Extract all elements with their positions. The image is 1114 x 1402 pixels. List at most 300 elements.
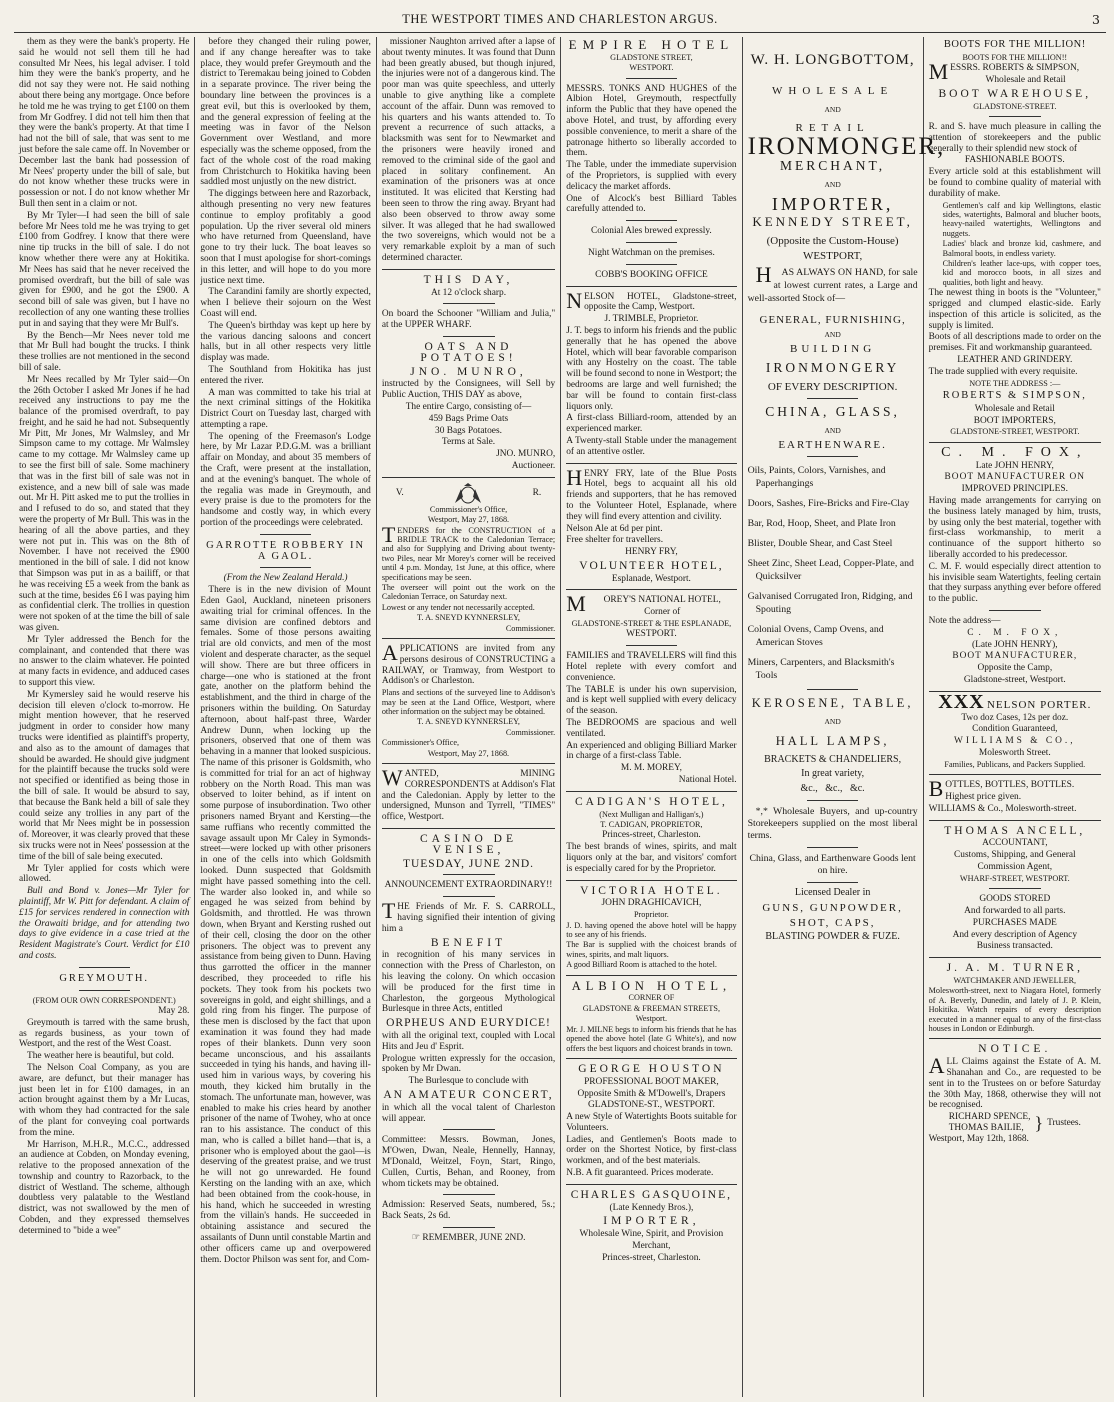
fry-body: HENRY FRY, late of the Blue Posts Hotel, begs to acquaint all his old friends and supporters, that he has removed to the Volunteer Hotel, Esplanade, where they will find every attention and civility. (566, 464, 737, 522)
notice-ad (929, 1044, 1101, 1144)
empire-body: MESSRS. TONKS AND HUGHES of the Albion Hotel, Greymouth, respectfully inform the Public that they have opened the above Hotel, and trust, by affording every possible convenience, to merit a share of the patronage hitherto so liberally accorded to them. (566, 83, 737, 159)
article-paragraph: Mr Kymersley said he would reserve his decision till eleven o'clock to-morrow. He might mention however, that he reserved judgment in order to consider how many trucks were identified as plaintiff's property, and also as to the amount of damages that should be awarded. He should give judgment for the plaintiff because the trucks sold were not specified or identified as being those in the bill of sale. It would be absurd to say, that because the Bank held a bill of sale they could seize any trollies in any part of the world that Mr Nees might be in possession of. Moreover, it was clearly proved that these six trucks were not in Nees' possession at the time of the bill of sale being executed. (19, 689, 190, 862)
royal-crest-icon (451, 483, 485, 505)
boots-leather: LEATHER AND GRINDERY. (957, 355, 1073, 366)
victoria-name: JOHN DRAGHICAVICH, (601, 898, 702, 909)
morey-body: FAMILIES and TRAVELLERS will find this Hotel replete with every comfort and convenience. (566, 651, 737, 683)
column-3 (377, 37, 561, 1397)
byline: (FROM OUR OWN CORRESPONDENT.) (32, 995, 176, 1005)
divider (929, 774, 1101, 775)
stock-item: Miners, Carpenters, and Blacksmith's Tools (747, 657, 895, 682)
tender-office: Commissioner's Office, (429, 504, 508, 514)
auction-sign: JNO. MUNRO, (496, 449, 556, 460)
notice-date: Westport, May 12th, 1868. (928, 1133, 1029, 1144)
casino-body6: in which all the vocal talent of Charleston will appear. (381, 1102, 556, 1124)
empire-street: GLADSTONE STREET, (610, 52, 693, 62)
notice-trustees-label: Trustees. (1047, 1117, 1081, 1128)
casino-title: CASINO DE VENISE, (420, 832, 518, 856)
porter-body3: Families, Publicans, and Packers Supplied. (944, 759, 1086, 769)
morey-body4: An experienced and obliging Billiard Marker in charge of a first-class Table. (566, 740, 737, 762)
applications-date: Westport, May 27, 1868. (427, 748, 510, 758)
divider (443, 896, 495, 897)
wanted-ad (381, 765, 556, 823)
longbottom-every: OF EVERY DESCRIPTION. (767, 380, 898, 393)
fox-note: Note the address— (928, 615, 1001, 626)
applications-body: APPLICATIONS are invited from any persons desirous of CONSTRUCTING a RAILWAY, or Tramway, from Westport to Addison's or Charleston. (381, 639, 556, 687)
casino-body5: The Burlesque to conclude with (408, 1076, 529, 1087)
porter-body: Two doz Cases, 12s per doz. (961, 712, 1069, 723)
divider (443, 874, 495, 875)
fox-addr: Gladstone-street, Westport. (963, 674, 1066, 685)
article-paragraph: missioner Naughton arrived after a lapse of about twenty minutes. It was found that Dunn had been greatly abused, but though injured, the injuries were not of a dangerous kind. The poor man was quite speechless, and utterly unable to give anything like a complete account of the affair. Dunn was removed to his quarters and his wants attended to. To prevent a recurrence of such attacks, a blacksmith was sent for to Newmarket and the prisoners were heavily ironed and removed to the criminal side of the gaol and placed in solitary confinement. An examination of the prisoners was at once instituted. It was elicited that Kersting had been seen to throw the ring away. Bryant had also been observed to throw away some silver. It was alleged that he had swallowed the two sovereigns, which would not be a very remarkable exploit by a man of such determined character. (381, 37, 556, 263)
casino-admission: Admission: Reserved Seats, numbered, 5s.; Back Seats, 2s 6d. (381, 1200, 556, 1222)
casino-show: ORPHEUS AND EURYDICE! (386, 1017, 551, 1030)
cadigan-sub: (Next Mulligan and Halligan's,) (599, 809, 704, 819)
albion-town: Westport. (635, 1014, 668, 1024)
article-paragraph: before they changed their ruling power, and if any change hereafter was to take place, they would prefer Greymouth and the district to Teremakau being joined to Cobden in a separate province. The river being the boundary line between the provinces is a great evil, but this is overlooked by them, and the general expression of feeling at the meeting was in favor of the Nelson Government over Westland, and more especially was the scheme opposed, from the fact of the whole cost of the road making from Christchurch to Hokitika having been saddled most unjustly on the new district. (200, 37, 371, 188)
cadigan-addr: Princes-street, Charleston. (602, 830, 701, 841)
albion-addr: GLADSTONE & FREEMAN STREETS, (582, 1003, 721, 1013)
article-paragraph: By Mr Tyler—I had seen the bill of sale before Mr Nees told me he was trying to get £100 from Godfrey. I know that there were nine tip trucks in the bill of sale. I do not know whether there were any at Hokitika. Mr Nees has said that he never received the promised overdraft, but the bill of sale was given for £900, and he got the £900. A second bill of sale was given, but I have no recollection of any one wanting these trollies put in and saying that they were Mr Bull's. (19, 210, 190, 329)
article-paragraph: The Queen's birthday was kept up here by the various dancing saloons and concert halls, but in all other respects very little display was made. (200, 320, 371, 364)
casino-concert: AN AMATEUR CONCERT, (383, 1088, 554, 1101)
boots-street2: GLADSTONE-STREET, WESTPORT. (950, 427, 1080, 437)
article-paragraph: Mr Tyler applied for costs which were allowed. (19, 863, 190, 885)
houston-sub: PROFESSIONAL BOOT MAKER, (584, 1076, 719, 1087)
longbottom-street: KENNEDY STREET, (752, 214, 913, 230)
and-label: AND (824, 425, 841, 435)
stock-item: Colonial Ovens, Camp Ovens, and American Stoves (747, 624, 884, 649)
morey-role: National Hotel. (678, 775, 737, 786)
applications-sign: T. A. SNEYD KYNNERSLEY, (417, 717, 520, 727)
royal-crest-row (382, 483, 555, 505)
longbottom-china: CHINA, GLASS, (765, 403, 900, 419)
nelson-body3: A first-class Billiard-room, attended by an experienced marker. (566, 413, 737, 435)
morey-hotel-ad (566, 591, 737, 786)
morey-addr: GLADSTONE-STREET & THE ESPLANADE, (571, 619, 732, 629)
applications-role: Commissioner. (505, 727, 556, 737)
notice-trustee-names (949, 1112, 1031, 1134)
auction-sub: On board the Schooner "William and Julia," at the UPPER WHARF. (381, 309, 556, 331)
article-paragraph: Bull and Bond v. Jones—Mr Tyler for plaintiff, Mr W. Pitt for defendant. A claim of £15 for services rendered in connection with the Orawaiti bridge, and for attending two days to give evidence in a case tried at the Resident Magistrate's Court. Verdict for £10 and costs. (19, 886, 190, 961)
notice-trustee: THOMAS BAILIE, (948, 1122, 1024, 1133)
and-label: AND (824, 179, 841, 189)
article-paragraph: Mr Nees recalled by Mr Tyler said—On the 26th October I asked Mr Jones if he had received any instructions to pay me the balance of the promised overdraft, to pay freight, and he said he had not. Subsequently Mr Pitt, Mr Jones, Mr Walmsley, and Mr Simpson came to my cottage. Mr Walmsley came to my cottage. Mr Walmsley came up to see the first bill of sale. Some machinery that was in the first bill of sale was not in existence, and a new bill of sale was made out. Mr H. Pitt asked me to put the trollies in and I refused to do so, and stated that they were the property of Mr Bull. This was in the hearing of all the above parties, and they were not put in. This was on the 8th of November. I have not received the £900 mentioned in the bill of sale. I did not know that Simpson was put in as a bailiff, or that he was receiving £5 a week from the bank as such at the time, besides £6 I was paying him as confidential clerk. The trollies in question were not spoken of at the time the bill of sale was given. (19, 374, 190, 634)
article-paragraph: The opening of the Freemason's Lodge here, by Mr Lazar P.D.G.M. was a brilliant affair on Monday, and about 35 members of the Craft, were present at the installation, and at the evening's banquet. The whole of the regalia was made in Greymouth, and every praise is due to the promoters for the handsome and costly way, in which every portion of the proceedings were celebrated. (200, 431, 371, 529)
victoria-hotel-ad (566, 886, 736, 970)
porter-ad (929, 690, 1101, 769)
morey-name: M. M. MOREY, (620, 763, 682, 774)
gasquoine-role: IMPORTER, (603, 1215, 700, 1228)
section-heading: GREYMOUTH. (59, 972, 150, 984)
pointing-hand-icon: ☞ (411, 1232, 423, 1243)
turner-title: J. A. M. TURNER, (946, 962, 1083, 975)
divider (443, 303, 495, 304)
divider (929, 957, 1101, 958)
divider (807, 689, 858, 690)
ancell-fwd: And forwarded to all parts. (964, 905, 1066, 916)
notice-body: ALL Claims against the Estate of A. M. Shanahan and Co., are requested to be sent in to the Trustees on or before Saturday the 30th May, 1868, otherwise they will not be recognised. (928, 1053, 1101, 1111)
boots-title: BOOTS FOR THE MILLION! (943, 39, 1086, 50)
longbottom-town: WESTPORT, (802, 249, 863, 262)
longbottom-general: GENERAL, FURNISHING, (759, 313, 906, 326)
ancell-addr: WHARF-STREET, WESTPORT. (959, 873, 1070, 883)
empire-town: WESTPORT. (629, 63, 674, 73)
divider (566, 975, 736, 976)
casino-date: TUESDAY, JUNE 2ND. (402, 857, 535, 870)
nelson-prop: J. TRIMBLE, Proprietor. (604, 314, 699, 325)
fox-late2: (Late JOHN HENRY), (971, 639, 1058, 650)
article-paragraph: The Southland from Hokitika has just entered the river. (200, 364, 371, 386)
columns (14, 37, 1106, 1397)
gasquoine-line2: Merchant, (632, 1241, 671, 1252)
column-5 (743, 37, 946, 1397)
divider (989, 610, 1041, 611)
tender-ad (382, 483, 555, 633)
nelson-hotel-ad (566, 287, 737, 458)
casino-body: THE Friends of Mr. F. S. CARROLL, having signified their intention of giving him a (381, 898, 556, 934)
divider (382, 828, 555, 829)
divider (807, 800, 858, 801)
divider (566, 880, 736, 881)
boots-body: R. and S. have much pleasure in calling the attention of storekeepers and the public generally to their splendid new stock of (928, 122, 1101, 154)
victoria-prop: Proprietor. (634, 910, 669, 920)
ancell-title: THOMAS ANCELL, (944, 824, 1086, 837)
cadigan-hotel-ad (566, 797, 736, 875)
ancell-trans: Business transacted. (976, 941, 1053, 952)
albion-title: ALBION HOTEL, (571, 978, 732, 993)
divider (443, 1227, 495, 1228)
fry-name: HENRY FRY, (625, 547, 678, 558)
porter-firm: WILLIAMS & CO., (954, 736, 1076, 747)
victoria-body3: A good Billiard Room is attached to the hotel. (566, 960, 717, 970)
article-heading: GARROTTE ROBBERY IN A GAOL. (206, 539, 366, 562)
boots-wr2: Wholesale and Retail (974, 403, 1055, 414)
boots-title2: BOOTS FOR THE MILLION!! (962, 52, 1068, 62)
gasquoine-sub: (Late Kennedy Bros.), (609, 1202, 694, 1213)
boots-body4: Boots of all descriptions made to order on the premises. Fit and workmanship guaranteed. (928, 332, 1101, 354)
boots-list: Ladies' black and bronze kid, cashmere, and Balmoral boots, in endless variety. (942, 239, 1101, 258)
longbottom-shot: SHOT, CAPS, (789, 916, 876, 929)
morey-body3: The BEDROOMS are spacious and well ventilated. (566, 718, 737, 739)
longbottom-merchant: MERCHANT, (780, 157, 886, 173)
divider (566, 463, 736, 464)
divider (626, 264, 677, 265)
longbottom-guns: GUNS, GUNPOWDER, (762, 901, 903, 914)
fox-princ: IMPROVED PRINCIPLES. (961, 484, 1068, 495)
cadigan-body: The best brands of wines, spirits, and malt liquors only at the bar, and visitors' comfort is especially cared for by the Proprietor. (566, 842, 737, 874)
albion-corner: CORNER OF (628, 993, 675, 1003)
longbottom-blasting: BLASTING POWDER & FUZE. (765, 931, 900, 943)
longbottom-wholesale: WHOLESALE (772, 84, 894, 97)
houston-body2: Ladies, and Gentlemen's Boots made to order on the Shortest Notice, by first-class workmen, and of the best materials. (566, 1134, 737, 1167)
longbottom-licensed: Licensed Dealer in (794, 886, 871, 898)
tender-date: Westport, May 27, 1868. (427, 515, 510, 525)
fox-name: C. M. FOX, (967, 627, 1063, 638)
auction-item: 459 Bags Prime Oats (428, 413, 509, 424)
divider (807, 847, 858, 848)
boots-imp: BOOT IMPORTERS, (973, 415, 1056, 426)
divider (626, 242, 677, 243)
ancell-goods: GOODS STORED (979, 894, 1051, 905)
auction-terms: Terms at Sale. (441, 437, 496, 448)
boots-body5: The trade supplied with every requisite. (928, 366, 1078, 377)
longbottom-opposite: (Opposite the Custom-House) (766, 235, 899, 248)
fox-opp: Opposite the Camp, (977, 663, 1053, 674)
casino-remember-text: REMEMBER, JUNE 2ND. (422, 1232, 526, 1243)
morey-town: WESTPORT. (626, 629, 677, 640)
divider (79, 990, 130, 991)
longbottom-buyers: *,* Wholesale Buyers, and up-country Storekeepers supplied on the most liberal terms. (747, 805, 918, 841)
boots-ad (929, 40, 1101, 437)
stock-item: Blister, Double Shear, and Cast Steel (747, 538, 893, 550)
auctioneer-name: JNO. MUNRO, (410, 365, 527, 378)
empire-body5: Night Watchman on the premises. (587, 247, 715, 258)
ancell-line2: Commission Agent, (977, 861, 1053, 872)
albion-hotel-ad (566, 978, 737, 1053)
porter-xxx: XXX (938, 690, 985, 713)
and-label: AND (824, 104, 841, 114)
boots-note: NOTE THE ADDRESS :— (969, 378, 1061, 388)
casino-benefit: BENEFIT (430, 936, 507, 949)
auction-item: 30 Bags Potatoes. (435, 425, 502, 436)
porter-body2: Condition Guaranteed, (972, 724, 1058, 735)
notice-trustee: RICHARD SPENCE, (948, 1112, 1031, 1123)
page-number: 3 (1092, 12, 1100, 27)
nelson-body: NELSON HOTEL, Gladstone-street, opposite the Camp, Westport. (566, 287, 737, 313)
empire-body4: Colonial Ales brewed expressly. (591, 226, 712, 237)
gasquoine-addr: Princes-street, Charleston. (602, 1252, 701, 1263)
auction-ad (382, 275, 555, 472)
article-paragraph: Greymouth is tarred with the same brush, as regards business, as your town of Westport, and the rest of the West Coast. (19, 1017, 190, 1050)
bottles-firm: WILLIAMS & Co., Molesworth-street. (928, 803, 1077, 814)
masthead-title: THE WESTPORT TIMES AND CHARLESTON ARGUS. (402, 12, 718, 26)
divider (626, 645, 677, 646)
article-paragraph: The diggings between here and Razorback, although presenting no very new features continue to employ profitably a good population. Up the river several old miners who have returned from Queensland, have gone to try their luck. The boat leaves so soon that I must apologise for short-comings in this letter, and will hope to do you more justice next time. (200, 189, 371, 286)
victoria-body2: The Bar is supplied with the choicest brands of wines, spirits, and malt liquors. (566, 940, 737, 959)
boots-fash: FASHIONABLE BOOTS. (964, 155, 1065, 166)
porter-title: NELSON PORTER. (986, 698, 1092, 711)
auction-role: Auctioneer. (511, 460, 556, 471)
auction-cargo: The entire Cargo, consisting of— (405, 401, 532, 412)
divider (929, 820, 1101, 821)
longbottom-ironmonger: IRONMONGER, (747, 133, 946, 161)
brace-icon: } (1034, 1112, 1044, 1133)
divider (79, 967, 130, 968)
article-paragraph: There is in the new division of Mount Eden Gaol, Auckland, nineteen prisoners awaiting trial for criminal offences. In the same division are confined debtors and females. Some of those persons awaiting trial are old convicts, and men of the most violent and desperate character, as the sequel will show. There are but three officers in charge—one who is stationed at the front gate, another on the platform behind the establishment, and the third in charge of the prisoners within the building. On Saturday afternoon, about half-past three, Warder Andrew Dunn, when locking up the prisoners, observed that one of them was behaving in a manner that looked suspicious. The name of this prisoner is Goldsmith, who is committed for trial for an act of highway robbery on the North Road. This man was observed to loiter behind, as if intent on some purpose of insubordination. Two other prisoners named Bryant and Kersting—the same ruffians who recently committed the savage assault upon Mr Caley in Symonds-street—were locked up with other prisoners in one of the cells into which Goldsmith looked. Dunn suspected that Goldsmith might have passed something into the cell. The warder also looked in, and while so engaged he was seized from behind by Goldsmith, and throttled. He was thrown down, when Bryant and Kersting rushed out of their cell, closing the door on the other prisoners. The object was to prevent any assistance from being given to Dunn. Having thus garrotted the officer in the manner described, they proceeded to rifle his pockets. They took from his pockets two sovereigns in gold, and eight shillings, and a gold ring from his finger. The purpose of these men is disclosed by the fact that upon examination it was found they had made ropes of their blankets. Dunn very soon became unconscious, and his assailants succeeded in tying his hands, and having ill-used him in various ways, by covering his mouth, they kicked him brutally in the stomach. The unfortunate man, however, was enabled to make his cries heard by another prisoner of the name of Twohey, who at once ran to his assistance. The conduct of this man, who is called a billet hand—that is, a prisoner who is employed about the gaol—is deserving of the greatest praise, and we trust he will not go unrewarded. He found Kersting on the landing with an axe, which had been obtained from the cook-house, in his hand, which he succeeded in wresting from the villain's hands. He succeeded in obtaining assistance and secured the assailants of Dunn until constable Martin and other officers came up and overpowered them. Doctor Philson was sent for, and Com- (200, 585, 371, 1265)
morey-body2: The TABLE is under his own supervision, and is kept well supplied with every delicacy of the season. (566, 684, 737, 717)
column-4 (561, 37, 742, 1397)
divider (989, 116, 1041, 117)
applications-office: Commissioner's Office, (381, 738, 460, 748)
casino-announce: ANNOUNCEMENT EXTRAORDINARY!! (384, 880, 553, 891)
houston-street: GLADSTONE-ST., WESTPORT. (587, 1100, 715, 1111)
casino-committee: Committee: Messrs. Bowman, Jones, M'Owen, Dwan, Neale, Hennelly, Hannay, M'Donald, Weitzel, Foyn, Start, Ringo, Cullen, Curtis, Behan, and Rooney, from whom tickets may be obtained. (381, 1135, 556, 1189)
notice-title: NOTICE. (978, 1043, 1052, 1056)
divider (566, 1058, 736, 1059)
empire-hotel-ad (566, 37, 737, 281)
wanted-body: WANTED, MINING CORRESPONDENTS at Addison's Flat and the Caledonian. Apply by letter to the undersigned, Munson and Tyrrell, "TIMES" office, Westport. (381, 765, 556, 823)
morey-corner: Corner of (644, 607, 681, 618)
casino-body3: with all the original text, coupled with Local Hits and Jeu d' Esprit. (381, 1030, 556, 1052)
tender-note: Lowest or any tender not necessarily accepted. (381, 602, 535, 612)
casino-body2: in recognition of his many services in connection with the Press of Charleston, on his leaving the colony. On which occasion will be produced for the first time in Charleston, the gorgeous Mythological Burlesque in three Acts, entitled (381, 950, 556, 1015)
bottles-ad (928, 776, 1101, 814)
fry-hotel-ad (566, 464, 737, 585)
fry-body2: Nelson Ale at 6d per pint. (566, 523, 663, 534)
boots-warehouse: BOOT WAREHOUSE, (938, 87, 1092, 100)
ancell-purch: PURCHASES MADE (972, 917, 1057, 928)
divider (929, 442, 1101, 443)
masthead (14, 6, 1106, 33)
divider (566, 791, 736, 792)
boots-list: Gentlemen's calf and kip Wellingtons, elastic sides, watertights, Balmoral and blucher boots, heavy-nailed watertights, Wellingtons and nuggets. (942, 200, 1101, 238)
ancell-role: ACCOUNTANT, (982, 838, 1048, 849)
porter-heading (929, 690, 1101, 713)
article-source: (From the New Zealand Herald.) (223, 573, 348, 584)
and-label: AND (824, 329, 841, 339)
victoria-title: VICTORIA HOTEL. (580, 884, 723, 897)
gasquoine-line: Wholesale Wine, Spirit, and Provision (579, 1229, 724, 1240)
albion-body: Mr. J. MILNE begs to inform his friends that he has opened the above hotel (late G White's), and now offers the best liquors and choicest brands in town. (566, 1024, 737, 1053)
longbottom-has: HAS ALWAYS ON HAND, for sale at lowest current rates, a Large and well-assorted Stock of— (747, 261, 918, 304)
fox-mfr2: BOOT MANUFACTURER, (952, 651, 1078, 662)
article-paragraph: By the Bench—Mr Nees never told me that Mr Bull had bought the trucks. I think these trollies are not mentioned in the second bill of sale. (19, 330, 190, 373)
boots-street: GLADSTONE-STREET. (973, 101, 1057, 111)
article-paragraph: them as they were the bank's property. He said he would not sell them till he had consulted Mr Nees, his legal adviser. I told him they were the bank's property, and he did not say they were not. He said nothing about there being any mortgage. Once before he told me he was trying to get £100 on them from Mr Godfrey. I did not tell him then that they were the bank's property. At that time I had not the bill of sale, that was sent to me just before the sale came off. In November or December last the bank had possession of Mr Nees' property under the bill of sale, but do not know whether these trucks were in possession or not. I do not know whether Mr Bull then sent in a claim or not. (19, 37, 190, 209)
fox-body2: C. M. F. would especially direct attention to his invisible seam Watertights, feeling certain that they surpass anything ever before offered to the public. (928, 561, 1101, 605)
houston-body3: N.B. A fit guaranteed. Prices moderate. (566, 1168, 714, 1179)
houston-addr: Opposite Smith & M'Dowell's, Drapers (577, 1088, 726, 1099)
fox-mfr: BOOT MANUFACTURER ON (944, 472, 1086, 483)
divider (626, 220, 677, 221)
empire-body2: The Table, under the immediate supervision of the Proprietors, is supplied with every delicacy the market affords. (566, 160, 737, 192)
longbottom-earthen: EARTHENWARE. (778, 439, 887, 452)
crest-v: V. (395, 488, 404, 499)
longbottom-building: BUILDING (790, 343, 876, 356)
divider (443, 336, 495, 337)
ancell-line: Customs, Shipping, and General (954, 850, 1076, 861)
turner-role: WATCHMAKER AND JEWELLER, (953, 975, 1077, 985)
longbottom-ironmongery: IRONMONGERY (765, 360, 900, 376)
tender-note: The overseer will point out the work on the Caledonian Terrace, on Saturday next. (381, 582, 556, 602)
turner-ad (929, 963, 1101, 1033)
cadigan-prop: T. CADIGAN, PROPRIETOR, (600, 820, 703, 830)
article-paragraph: Mr Tyler addressed the Bench for the complainant, and contended that there was no answer to the claim whatever. He pointed at many facts in evidence, and adduced cases to support this view. (19, 634, 190, 689)
fox-body: Having made arrangements for carrying on the business lately managed by him, trusts, by using only the best material, together with first-class workmanship, to merit a continuance of the support hitherto so liberally accorded to his predecessor. (928, 496, 1101, 560)
houston-ad (566, 1064, 736, 1179)
nelson-body2: J. T. begs to inform his friends and the public generally that he has opened the above Hotel, which will bear favorable comparison with any Hostelry on the coast. The table will be found second to none in Westport; the bedrooms are large and well furnished; the bar will be found to contain first-class liquors only. (566, 325, 737, 412)
fox-ad (928, 444, 1101, 686)
boots-body3: The newest thing in boots is the "Volunteer," sprigged and clumped elastic-side. Early inspection of this article is solicited, as the supply is limited. (928, 288, 1101, 331)
divider (807, 456, 858, 457)
longbottom-etc: &c., &c., &c. (800, 783, 865, 795)
divider (807, 398, 858, 399)
divider (443, 1194, 495, 1195)
article-paragraph: The Carandini family are shortly expected, when I believe their sojourn on the West Coast will end. (200, 287, 371, 319)
auction-heading: THIS DAY, (423, 273, 514, 286)
auction-title: OATS AND POTATOES! (420, 340, 517, 364)
longbottom-hall: HALL LAMPS, (775, 733, 890, 748)
gasquoine-title: CHARLES GASQUOINE, (570, 1188, 733, 1201)
divider (382, 477, 555, 478)
article-paragraph: A man was committed to take his trial at the next criminal sittings of the Hokitika District Court on Tuesday last, charged with attempting a rape. (200, 387, 371, 430)
gasquoine-ad (566, 1190, 736, 1264)
divider (382, 763, 555, 764)
morey-title: MOREY'S NATIONAL HOTEL, (566, 591, 721, 617)
longbottom-lent: China, Glass, and Earthenware Goods lent on hire. (749, 852, 916, 876)
nelson-body4: A Twenty-stall Stable under the management of an attentive ostler. (566, 435, 737, 457)
divider (260, 567, 311, 568)
and-label: AND (824, 716, 841, 726)
tender-role: Commissioner. (505, 623, 556, 633)
empire-title: EMPIRE HOTEL (568, 37, 735, 52)
casino-remember (382, 1233, 555, 1244)
column-2 (195, 37, 376, 1397)
divider (566, 286, 736, 287)
stock-item: Bar, Rod, Hoop, Sheet, and Plate Iron (747, 518, 896, 530)
longbottom-name: W. H. LONGBOTTOM, (750, 52, 915, 68)
fry-hotel: VOLUNTEER HOTEL, (579, 559, 724, 572)
divider (807, 882, 858, 883)
stock-item: Galvanised Corrugated Iron, Ridging, and Spouting (747, 591, 913, 616)
turner-body: Molesworth-street, next to Niagara Hotel, formerly of A. Beverly, Dunedin, and lately of J. P. Klein, Hokitika. Watch repairs of every description executed in a manner equal to any of the first-class houses in London or Edinburgh. (928, 986, 1101, 1033)
ancell-agency: And every description of Agency (952, 929, 1078, 940)
divider (566, 589, 736, 590)
applications-body2: Plans and sections of the surveyed line to Addison's may be seen at the Land Office, Westport, where other information on the subject may be obtained. (381, 688, 556, 716)
fry-body3: Free shelter for travellers. (566, 535, 664, 546)
divider (566, 1184, 736, 1185)
stock-item: Sheet Zinc, Sheet Lead, Copper-Plate, and Quicksilver (747, 558, 914, 583)
boots-body2: Every article sold at this establishment will be found to combine quality of material with durability of make. (928, 167, 1101, 199)
stock-item: Doors, Sashes, Fire-Bricks and Fire-Clay (747, 498, 910, 510)
casino-body4: Prologue written expressly for the occasion, spoken by Mr Dwan. (381, 1053, 556, 1075)
fox-late: Late JOHN HENRY, (975, 460, 1054, 471)
column-6 (924, 37, 1106, 1397)
boots-firm2: ROBERTS & SIMPSON, (942, 390, 1087, 402)
longbottom-kerosene: KEROSENE, TABLE, (751, 696, 914, 711)
crest-r: R. (532, 488, 542, 499)
casino-ad (382, 834, 555, 1244)
divider (260, 534, 311, 535)
divider (443, 1129, 495, 1130)
divider (929, 1038, 1101, 1039)
bottles-price: Highest price given. (945, 791, 1022, 802)
article-paragraph: The Nelson Coal Company, as you are aware, are defunct, but their manager has just been let in for £100 damages, in an action brought against them by a Mr Lucas, with whom they had contracted for the sale of the plant for conveying coal portwards from the mine. (19, 1062, 190, 1138)
ancell-ad (929, 826, 1101, 953)
article-paragraph: The weather here is beautiful, but cold. (27, 1051, 174, 1062)
article-paragraph: Mr Harrison, M.H.R., M.C.C., addressed an audience at Cobden, on Monday evening, relative to the proposed annexation of the township and country to Razorback, to the district of Westland. The scheme, although doubtless very palatable to the Westland district, was not swallowed by the men of Cobden, and they expressed themselves determined to "bide a wee" (19, 1139, 190, 1236)
notice-trustees (929, 1112, 1101, 1134)
divider (382, 269, 555, 270)
longbottom-variety: In great variety, (801, 768, 865, 780)
empire-body3: One of Alcock's best Billiard Tables carefully attended to. (566, 193, 737, 215)
auction-time: At 12 o'clock sharp. (430, 287, 507, 298)
divider (382, 638, 555, 639)
boots-list: Children's leather lace-ups, with copper toes, kid and morocco boots, in all sizes and qualities, both light and heavy. (942, 259, 1101, 287)
houston-body: A new Style of Watertights Boots suitable for Volunteers. (566, 1112, 737, 1133)
boots-wr: Wholesale and Retail (985, 75, 1066, 85)
empire-cobb: COBB'S BOOKING OFFICE (595, 269, 708, 280)
stock-item: Oils, Paints, Colors, Varnishes, and Paperhangings (747, 465, 886, 490)
tender-sign: T. A. SNEYD KYNNERSLEY, (417, 613, 520, 623)
longbottom-importer: IMPORTER, (771, 193, 894, 214)
boots-firm: MESSRS. ROBERTS & SIMPSON, (928, 59, 1080, 85)
houston-title: GEORGE HOUSTON (578, 1062, 725, 1075)
longbottom-retail: RETAIL (795, 122, 870, 135)
bottles-body: BOTTLES, BOTTLES, BOTTLES. (928, 776, 1075, 802)
tender-body: TENDERS for the CONSTRUCTION of a BRIDLE TRACK to the Caledonian Terrace; and also for Supplying and Driving about twenty-two Piles, near Mr Morey's corner will be received until 4 p.m. Monday, 1st June, at this office, where specifications may be seen. (381, 521, 556, 582)
